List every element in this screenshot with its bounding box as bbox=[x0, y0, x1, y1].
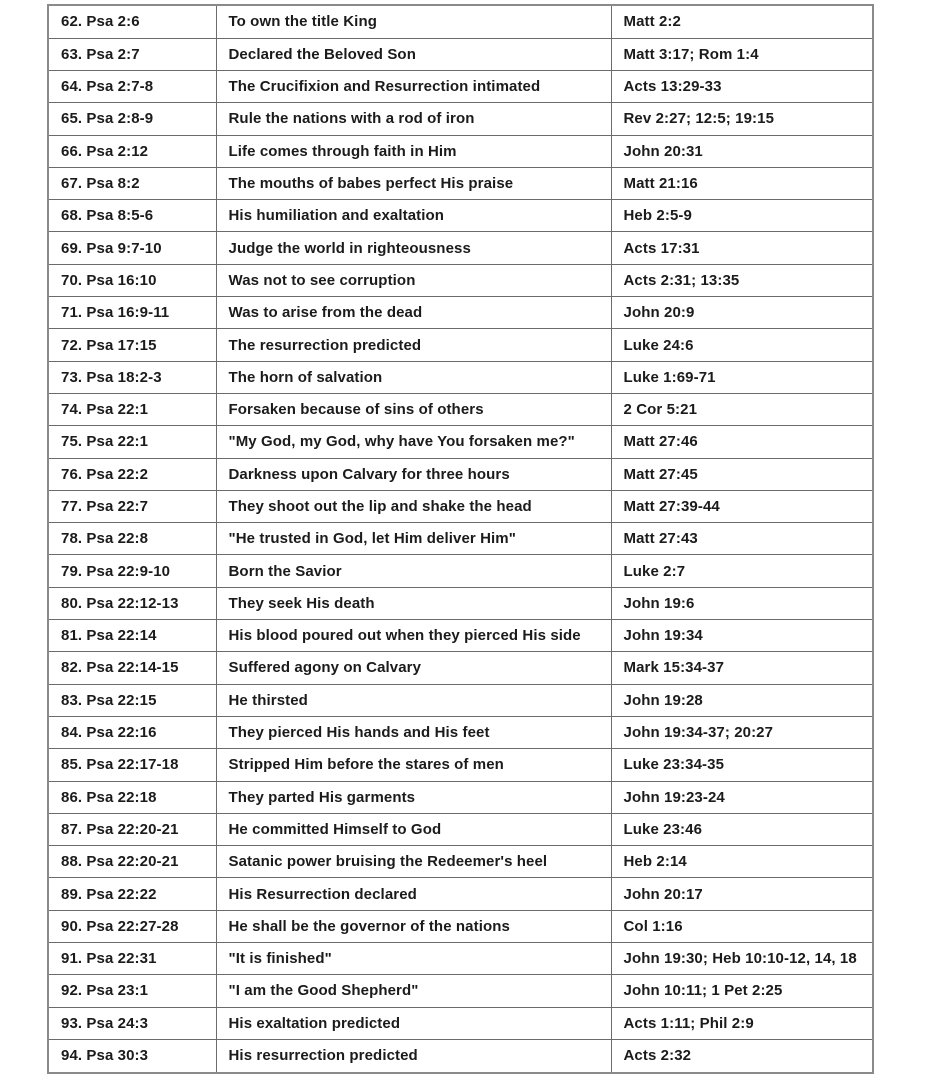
psalm-reference-cell: 94. Psa 30:3 bbox=[48, 1039, 216, 1073]
table-row bbox=[48, 523, 873, 555]
description-cell: Darkness upon Calvary for three hours bbox=[216, 458, 611, 490]
description-cell: His Resurrection declared bbox=[216, 878, 611, 910]
table-row bbox=[48, 620, 873, 652]
description-cell: Born the Savior bbox=[216, 555, 611, 587]
nt-reference-cell: Acts 1:11; Phil 2:9 bbox=[611, 1007, 873, 1039]
nt-reference-cell: Heb 2:5-9 bbox=[611, 200, 873, 232]
table-row bbox=[48, 878, 873, 910]
table-row bbox=[48, 1007, 873, 1039]
psalm-reference-cell: 73. Psa 18:2-3 bbox=[48, 361, 216, 393]
description-cell: Satanic power bruising the Redeemer's heel bbox=[216, 846, 611, 878]
description-cell: Judge the world in righteousness bbox=[216, 232, 611, 264]
nt-reference-cell: Mark 15:34-37 bbox=[611, 652, 873, 684]
psalm-reference-cell: 87. Psa 22:20-21 bbox=[48, 813, 216, 845]
nt-reference-cell: Luke 1:69-71 bbox=[611, 361, 873, 393]
psalm-reference-cell: 71. Psa 16:9-11 bbox=[48, 297, 216, 329]
nt-reference-cell: John 19:34 bbox=[611, 620, 873, 652]
psalm-reference-cell: 75. Psa 22:1 bbox=[48, 426, 216, 458]
description-cell: They parted His garments bbox=[216, 781, 611, 813]
psalm-reference-cell: 82. Psa 22:14-15 bbox=[48, 652, 216, 684]
nt-reference-cell: Matt 27:45 bbox=[611, 458, 873, 490]
nt-reference-cell: Matt 27:43 bbox=[611, 523, 873, 555]
table-row bbox=[48, 555, 873, 587]
psalm-reference-cell: 79. Psa 22:9-10 bbox=[48, 555, 216, 587]
table-row bbox=[48, 975, 873, 1007]
table-row bbox=[48, 652, 873, 684]
description-cell: They seek His death bbox=[216, 587, 611, 619]
table-row bbox=[48, 103, 873, 135]
nt-reference-cell: John 19:23-24 bbox=[611, 781, 873, 813]
nt-reference-cell: 2 Cor 5:21 bbox=[611, 393, 873, 425]
nt-reference-cell: John 20:31 bbox=[611, 135, 873, 167]
description-cell: He committed Himself to God bbox=[216, 813, 611, 845]
psalm-reference-cell: 76. Psa 22:2 bbox=[48, 458, 216, 490]
nt-reference-cell: Matt 27:39-44 bbox=[611, 490, 873, 522]
nt-reference-cell: John 19:34-37; 20:27 bbox=[611, 716, 873, 748]
table-row bbox=[48, 716, 873, 748]
description-cell: Forsaken because of sins of others bbox=[216, 393, 611, 425]
table-row bbox=[48, 200, 873, 232]
psalm-reference-cell: 91. Psa 22:31 bbox=[48, 943, 216, 975]
nt-reference-cell: John 19:6 bbox=[611, 587, 873, 619]
table-row bbox=[48, 329, 873, 361]
description-cell: "He trusted in God, let Him deliver Him" bbox=[216, 523, 611, 555]
table-row bbox=[48, 910, 873, 942]
psalm-reference-cell: 68. Psa 8:5-6 bbox=[48, 200, 216, 232]
nt-reference-cell: Luke 2:7 bbox=[611, 555, 873, 587]
psalm-reference-cell: 90. Psa 22:27-28 bbox=[48, 910, 216, 942]
table-row bbox=[48, 458, 873, 490]
psalm-reference-cell: 83. Psa 22:15 bbox=[48, 684, 216, 716]
psalm-reference-cell: 63. Psa 2:7 bbox=[48, 38, 216, 70]
nt-reference-cell: John 20:9 bbox=[611, 297, 873, 329]
table-row bbox=[48, 71, 873, 103]
description-cell: His blood poured out when they pierced His side bbox=[216, 620, 611, 652]
nt-reference-cell: Luke 23:34-35 bbox=[611, 749, 873, 781]
psalm-reference-cell: 65. Psa 2:8-9 bbox=[48, 103, 216, 135]
nt-reference-cell: Acts 13:29-33 bbox=[611, 71, 873, 103]
nt-reference-cell: Luke 23:46 bbox=[611, 813, 873, 845]
psalm-reference-cell: 92. Psa 23:1 bbox=[48, 975, 216, 1007]
psalm-reference-cell: 86. Psa 22:18 bbox=[48, 781, 216, 813]
description-cell: Suffered agony on Calvary bbox=[216, 652, 611, 684]
table-row bbox=[48, 297, 873, 329]
psalm-reference-cell: 77. Psa 22:7 bbox=[48, 490, 216, 522]
description-cell: His humiliation and exaltation bbox=[216, 200, 611, 232]
nt-reference-cell: John 19:30; Heb 10:10-12, 14, 18 bbox=[611, 943, 873, 975]
psalm-reference-cell: 84. Psa 22:16 bbox=[48, 716, 216, 748]
table-row bbox=[48, 264, 873, 296]
psalm-reference-cell: 66. Psa 2:12 bbox=[48, 135, 216, 167]
nt-reference-cell: Matt 27:46 bbox=[611, 426, 873, 458]
messianic-prophecy-table bbox=[47, 4, 874, 1074]
nt-reference-cell: John 19:28 bbox=[611, 684, 873, 716]
psalm-reference-cell: 74. Psa 22:1 bbox=[48, 393, 216, 425]
nt-reference-cell: Col 1:16 bbox=[611, 910, 873, 942]
psalm-reference-cell: 81. Psa 22:14 bbox=[48, 620, 216, 652]
psalm-reference-cell: 80. Psa 22:12-13 bbox=[48, 587, 216, 619]
table-row bbox=[48, 167, 873, 199]
description-cell: They pierced His hands and His feet bbox=[216, 716, 611, 748]
description-cell: Declared the Beloved Son bbox=[216, 38, 611, 70]
description-cell: Was to arise from the dead bbox=[216, 297, 611, 329]
description-cell: He shall be the governor of the nations bbox=[216, 910, 611, 942]
table-row bbox=[48, 684, 873, 716]
description-cell: "It is finished" bbox=[216, 943, 611, 975]
description-cell: "My God, my God, why have You forsaken me?" bbox=[216, 426, 611, 458]
description-cell: His exaltation predicted bbox=[216, 1007, 611, 1039]
psalm-reference-cell: 62. Psa 2:6 bbox=[48, 5, 216, 38]
psalm-reference-cell: 89. Psa 22:22 bbox=[48, 878, 216, 910]
description-cell: They shoot out the lip and shake the head bbox=[216, 490, 611, 522]
nt-reference-cell: Rev 2:27; 12:5; 19:15 bbox=[611, 103, 873, 135]
psalm-reference-cell: 88. Psa 22:20-21 bbox=[48, 846, 216, 878]
psalm-reference-cell: 85. Psa 22:17-18 bbox=[48, 749, 216, 781]
table-row bbox=[48, 781, 873, 813]
table-row bbox=[48, 135, 873, 167]
nt-reference-cell: Acts 2:31; 13:35 bbox=[611, 264, 873, 296]
nt-reference-cell: Acts 17:31 bbox=[611, 232, 873, 264]
description-cell: The horn of salvation bbox=[216, 361, 611, 393]
nt-reference-cell: John 10:11; 1 Pet 2:25 bbox=[611, 975, 873, 1007]
psalm-reference-cell: 64. Psa 2:7-8 bbox=[48, 71, 216, 103]
description-cell: "I am the Good Shepherd" bbox=[216, 975, 611, 1007]
nt-reference-cell: Matt 21:16 bbox=[611, 167, 873, 199]
table-row bbox=[48, 490, 873, 522]
description-cell: His resurrection predicted bbox=[216, 1039, 611, 1073]
table-row bbox=[48, 393, 873, 425]
nt-reference-cell: Luke 24:6 bbox=[611, 329, 873, 361]
psalm-reference-cell: 72. Psa 17:15 bbox=[48, 329, 216, 361]
table-row bbox=[48, 361, 873, 393]
nt-reference-cell: Acts 2:32 bbox=[611, 1039, 873, 1073]
description-cell: The Crucifixion and Resurrection intimated bbox=[216, 71, 611, 103]
description-cell: He thirsted bbox=[216, 684, 611, 716]
psalm-reference-cell: 93. Psa 24:3 bbox=[48, 1007, 216, 1039]
description-cell: To own the title King bbox=[216, 5, 611, 38]
table-row bbox=[48, 749, 873, 781]
nt-reference-cell: Matt 2:2 bbox=[611, 5, 873, 38]
psalm-reference-cell: 70. Psa 16:10 bbox=[48, 264, 216, 296]
table-row bbox=[48, 943, 873, 975]
description-cell: The mouths of babes perfect His praise bbox=[216, 167, 611, 199]
description-cell: Rule the nations with a rod of iron bbox=[216, 103, 611, 135]
table-row bbox=[48, 1039, 873, 1073]
table-row bbox=[48, 38, 873, 70]
table-row bbox=[48, 846, 873, 878]
psalm-reference-cell: 78. Psa 22:8 bbox=[48, 523, 216, 555]
table-row bbox=[48, 813, 873, 845]
description-cell: Stripped Him before the stares of men bbox=[216, 749, 611, 781]
description-cell: Life comes through faith in Him bbox=[216, 135, 611, 167]
table-row bbox=[48, 5, 873, 38]
psalm-reference-cell: 69. Psa 9:7-10 bbox=[48, 232, 216, 264]
description-cell: Was not to see corruption bbox=[216, 264, 611, 296]
table-row bbox=[48, 587, 873, 619]
table-row bbox=[48, 426, 873, 458]
psalm-reference-cell: 67. Psa 8:2 bbox=[48, 167, 216, 199]
nt-reference-cell: Heb 2:14 bbox=[611, 846, 873, 878]
description-cell: The resurrection predicted bbox=[216, 329, 611, 361]
nt-reference-cell: Matt 3:17; Rom 1:4 bbox=[611, 38, 873, 70]
nt-reference-cell: John 20:17 bbox=[611, 878, 873, 910]
table-row bbox=[48, 232, 873, 264]
table-body bbox=[48, 5, 873, 1073]
